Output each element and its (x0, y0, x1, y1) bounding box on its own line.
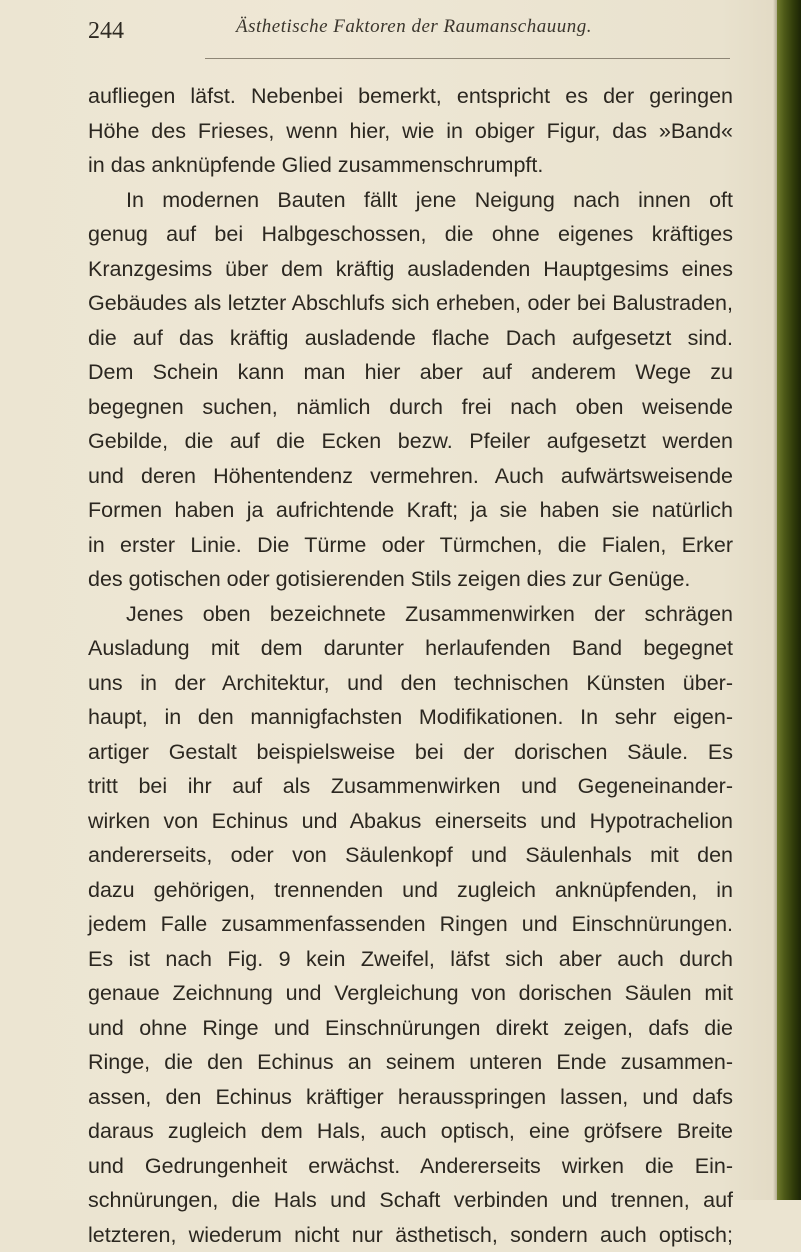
text-line: in erster Linie. Die Türme oder Türmchen, die Fialen, Erker (88, 528, 733, 563)
text-line: die auf das kräftig ausladende flache Dach aufgesetzt sind. (88, 321, 733, 356)
text-line: und deren Höhentendenz vermehren. Auch aufwärtsweisende (88, 459, 733, 494)
text-line: Ringe, die den Echinus an seinem unteren Ende zusammen- (88, 1045, 733, 1080)
text-line: Es ist nach Fig. 9 kein Zweifel, läfst sich aber auch durch (88, 942, 733, 977)
text-line: genug auf bei Halbgeschossen, die ohne eigenes kräftiges (88, 217, 733, 252)
text-line: In modernen Bauten fällt jene Neigung nach innen oft (88, 183, 733, 218)
text-line: Formen haben ja aufrichtende Kraft; ja sie haben sie natürlich (88, 493, 733, 528)
text-line: artiger Gestalt beispielsweise bei der dorischen Säule. Es (88, 735, 733, 770)
text-line: Höhe des Frieses, wenn hier, wie in obiger Figur, das »Band« (88, 114, 733, 149)
running-title: Ästhetische Faktoren der Raumanschauung. (236, 16, 592, 38)
text-line: daraus zugleich dem Hals, auch optisch, eine gröfsere Breite (88, 1114, 733, 1149)
text-line: wirken von Echinus und Abakus einerseits und Hypotrachelion (88, 804, 733, 839)
text-line: letzteren, wiederum nicht nur ästhetisch, sondern auch optisch; (88, 1218, 733, 1252)
text-line: aufliegen läfst. Nebenbei bemerkt, entspricht es der geringen (88, 79, 733, 114)
text-line: jedem Falle zusammenfassenden Ringen und Einschnürungen. (88, 907, 733, 942)
text-line: haupt, in den mannigfachsten Modifikationen. In sehr eigen- (88, 700, 733, 735)
text-line: tritt bei ihr auf als Zusammenwirken und Gegeneinander- (88, 769, 733, 804)
page-number: 244 (88, 18, 124, 45)
body-text (88, 79, 733, 1252)
header-rule (205, 58, 730, 59)
text-line: begegnen suchen, nämlich durch frei nach oben weisende (88, 390, 733, 425)
text-line: andererseits, oder von Säulenkopf und Säulenhals mit den (88, 838, 733, 873)
book-spine (777, 0, 801, 1200)
text-line: Dem Schein kann man hier aber auf anderem Wege zu (88, 355, 733, 390)
text-line: Kranzgesims über dem kräftig ausladenden Hauptgesims eines (88, 252, 733, 287)
text-line: und ohne Ringe und Einschnürungen direkt zeigen, dafs die (88, 1011, 733, 1046)
running-head (88, 16, 728, 50)
text-line: genaue Zeichnung und Vergleichung von dorischen Säulen mit (88, 976, 733, 1011)
text-line: des gotischen oder gotisierenden Stils zeigen dies zur Genüge. (88, 562, 733, 597)
text-line: Ausladung mit dem darunter herlaufenden Band begegnet (88, 631, 733, 666)
text-line: dazu gehörigen, trennenden und zugleich anknüpfenden, in (88, 873, 733, 908)
text-line: Gebilde, die auf die Ecken bezw. Pfeiler aufgesetzt werden (88, 424, 733, 459)
text-line: uns in der Architektur, und den technischen Künsten über- (88, 666, 733, 701)
text-line: schnürungen, die Hals und Schaft verbinden und trennen, auf (88, 1183, 733, 1218)
text-line: und Gedrungenheit erwächst. Andererseits wirken die Ein- (88, 1149, 733, 1184)
text-line: in das anknüpfende Glied zusammenschrumpft. (88, 148, 733, 183)
text-line: Gebäudes als letzter Abschlufs sich erheben, oder bei Balustraden, (88, 286, 733, 321)
text-line: assen, den Echinus kräftiger herausspringen lassen, und dafs (88, 1080, 733, 1115)
text-line: Jenes oben bezeichnete Zusammenwirken der schrägen (88, 597, 733, 632)
